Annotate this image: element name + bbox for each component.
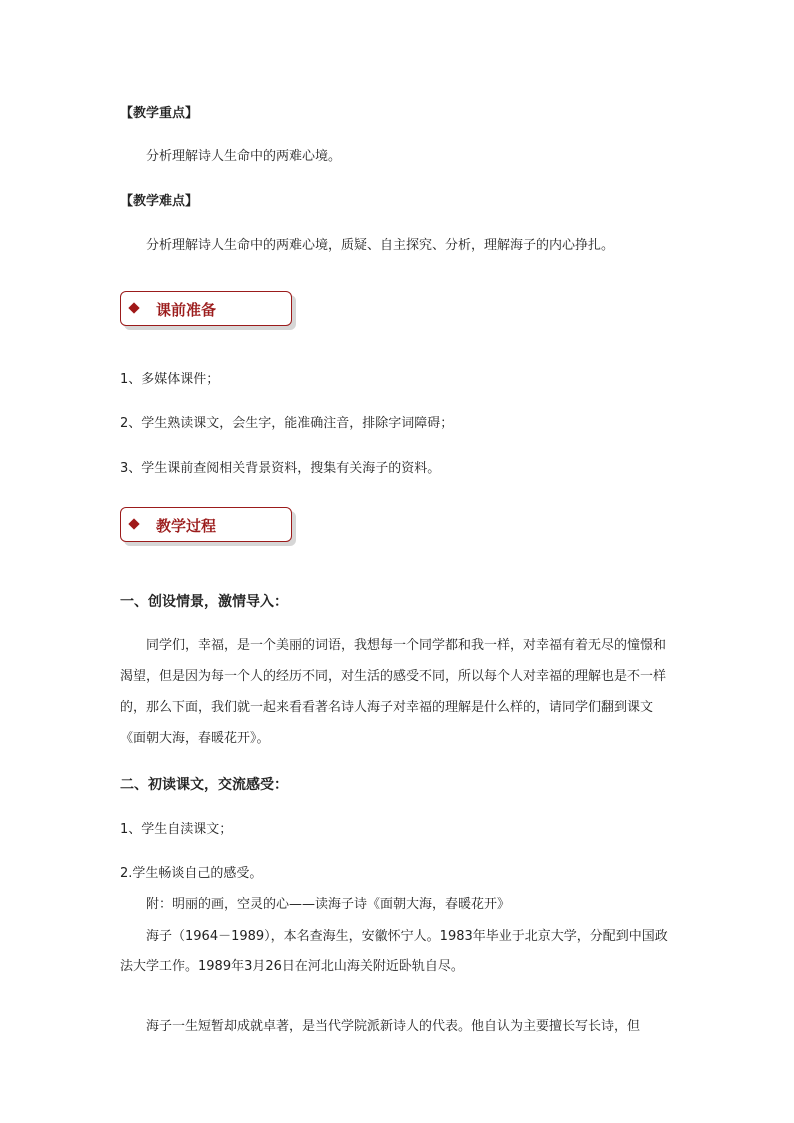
step2-item-1: 1、学生自渎课文； bbox=[120, 822, 233, 837]
step2-item-2: 2.学生畅谈自己的感受。 bbox=[120, 866, 263, 881]
last-paragraph bbox=[120, 1012, 676, 1042]
prep-item-3: 3、学生课前查阅相关背景资料，搜集有关海子的资料。 bbox=[120, 461, 441, 476]
appendix-title: 附：明丽的画，空灵的心——读海子诗《面朝大海，春暖花开》 bbox=[146, 897, 511, 912]
prep-item-1: 1、多媒体课件； bbox=[120, 372, 220, 387]
section-difficulty-text: 分析理解诗人生命中的两难心境，质疑、自主探究、分析，理解海子的内心挣扎。 bbox=[146, 238, 615, 253]
diamond-icon bbox=[128, 518, 139, 529]
step1-text: 同学们，幸福，是一个美丽的词语，我想每一个同学都和我一样，对幸福有着无尽的憧憬和渴望，但是因为每一个人的经历不同，对生活的感受不同，所以每个人对幸福的理解也是不一样的，那么下面，我们就一起来看看著名诗人海子对幸福的理解是什么样的，请同学们翻到课文《面朝大海，春暖花开》。 bbox=[120, 638, 667, 746]
box-prep bbox=[120, 291, 292, 326]
section-difficulty-title: 【教学难点】 bbox=[120, 194, 199, 209]
box-process bbox=[120, 507, 292, 542]
bio-text: 海子（1964－1989），本名查海生，安徽怀宁人。1983年毕业于北京大学，分配到中国政法大学工作。1989年3月26日在河北山海关附近卧轨自尽。 bbox=[120, 929, 668, 974]
section-focus-title: 【教学重点】 bbox=[120, 106, 199, 121]
box-prep-title: 课前准备 bbox=[156, 301, 217, 319]
prep-item-2: 2、学生熟读课文，会生字，能准确注音，排除字词障碍； bbox=[120, 416, 454, 431]
section-focus-text: 分析理解诗人生命中的两难心境。 bbox=[146, 149, 342, 164]
step1-paragraph bbox=[120, 630, 676, 754]
last-text: 海子一生短暂却成就卓著，是当代学院派新诗人的代表。他自认为主要擅长写长诗，但 bbox=[146, 1019, 641, 1034]
box-process-title: 教学过程 bbox=[156, 517, 217, 535]
step1-title: 一、创设情景，激情导入： bbox=[120, 594, 288, 610]
diamond-icon bbox=[128, 302, 139, 313]
bio-paragraph bbox=[120, 922, 676, 982]
step2-title: 二、初读课文，交流感受： bbox=[120, 777, 288, 793]
